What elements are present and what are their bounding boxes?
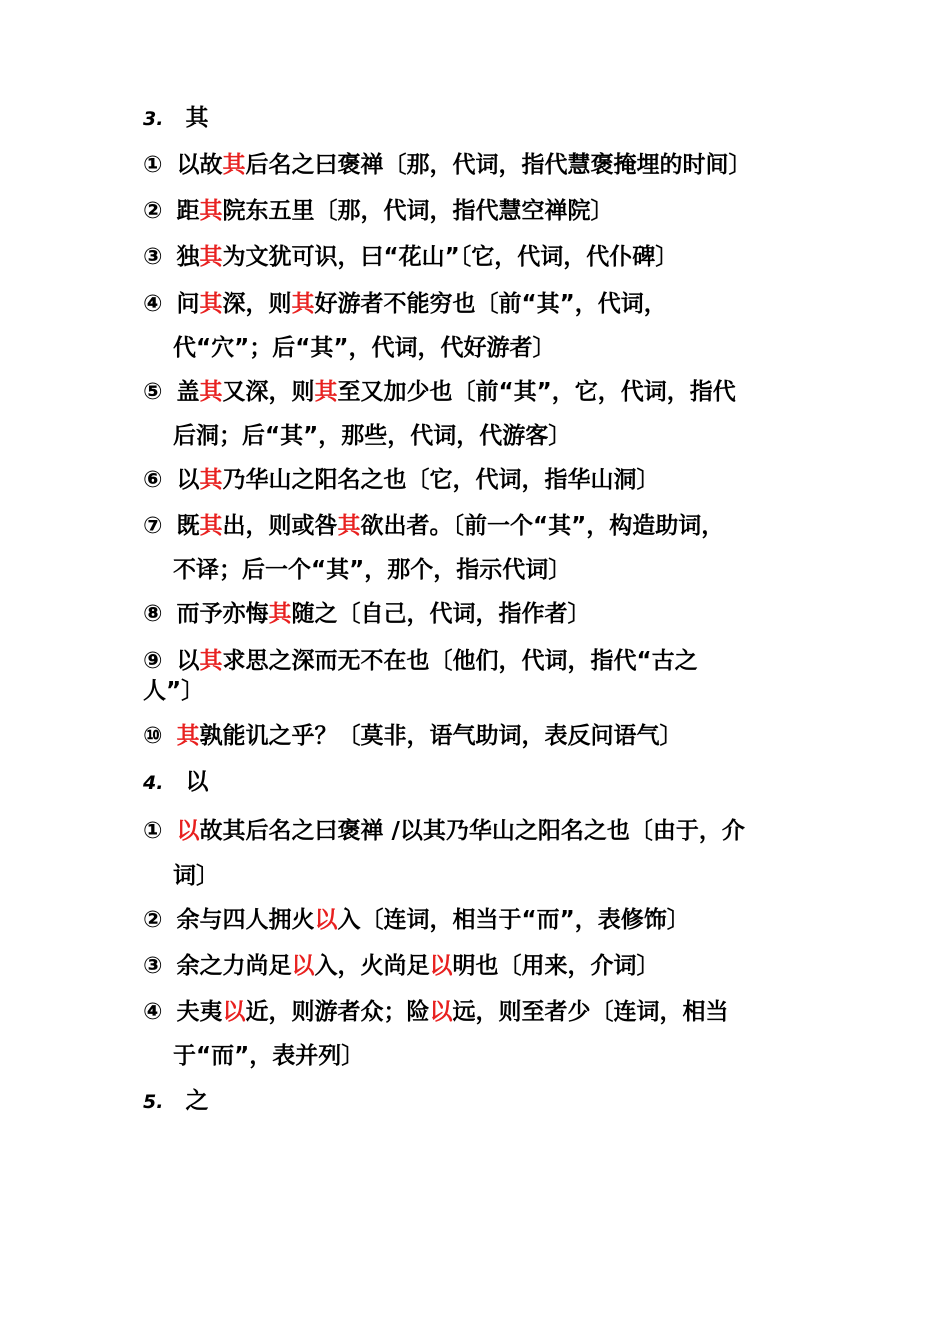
highlighted-char: 其	[199, 198, 223, 224]
highlighted-char: 以	[314, 907, 338, 933]
item-text: 欲出者。〔前一个“其”，构造助词，	[360, 513, 725, 539]
item-text: 孰能讥之乎？〔莫非，语气助词，表反问语气〕	[199, 723, 683, 749]
item-text: 后洞；后“其”，那些，代词，代游客〕	[173, 423, 572, 449]
item-text: 不译；后一个“其”，那个，指示代词〕	[173, 557, 572, 583]
item-text: 后名之曰褒禅〔那，代词，指代慧褒掩埋的时间〕	[245, 152, 752, 178]
highlighted-char: 以	[222, 999, 246, 1025]
item-marker: ⑧	[143, 601, 163, 627]
item-text: 入〔连词，相当于“而”，表修饰〕	[337, 907, 690, 933]
item-text: 盖	[176, 379, 200, 405]
item-marker: ⑨	[143, 648, 163, 674]
item-text: 至又加少也〔前“其”，它，代词，指代	[337, 379, 736, 405]
item-text: 求思之深而无不在也〔他们，代词，指代“古之	[222, 648, 698, 674]
item-text: 远，则至者少〔连词，相当	[452, 999, 729, 1025]
highlighted-char: 其	[337, 513, 361, 539]
highlighted-char: 其	[291, 291, 315, 317]
item-text: 乃华山之阳名之也〔它，代词，指华山洞〕	[222, 467, 660, 493]
item-text: 为文犹可识，曰“花山”〔它，代词，代仆碑〕	[222, 244, 679, 270]
item-marker: ④	[143, 999, 163, 1025]
highlighted-char: 其	[222, 152, 246, 178]
item-4-1-cont	[173, 861, 219, 891]
item-3-7	[143, 511, 724, 541]
item-marker: ①	[143, 818, 163, 844]
item-text: 夫夷	[176, 999, 223, 1025]
item-marker: ③	[143, 244, 163, 270]
item-text: 故其后名之曰褒禅 /以其乃华山之阳名之也〔由于，介	[199, 818, 745, 844]
item-text: 人”〕	[143, 678, 205, 704]
item-text: 余之力尚足	[176, 953, 292, 979]
item-text: 随之〔自己，代词，指作者〕	[291, 601, 591, 627]
item-text: 距	[176, 198, 200, 224]
item-4-4	[143, 997, 728, 1027]
item-3-1	[143, 150, 751, 180]
section-number: 4.	[143, 772, 164, 794]
section-heading-3	[143, 103, 208, 134]
highlighted-char: 其	[199, 467, 223, 493]
item-text: 深，则	[222, 291, 292, 317]
item-3-6	[143, 465, 659, 495]
item-text: 代“穴”；后“其”，代词，代好游者〕	[173, 335, 556, 361]
item-marker: ②	[143, 198, 163, 224]
item-text: 以	[176, 467, 200, 493]
item-text: 院东五里〔那，代词，指代慧空禅院〕	[222, 198, 614, 224]
section-char: 其	[185, 105, 209, 131]
item-marker: ⑤	[143, 379, 163, 405]
item-text: 出，则或咎	[222, 513, 338, 539]
section-char: 以	[185, 769, 209, 795]
item-3-8	[143, 599, 590, 629]
highlighted-char: 其	[199, 244, 223, 270]
item-3-4	[143, 289, 667, 319]
section-number: 5.	[143, 1091, 164, 1113]
item-text: 词〕	[173, 863, 219, 889]
item-marker: ⑦	[143, 513, 163, 539]
item-text: 于“而”，表并列〕	[173, 1043, 365, 1069]
item-marker: ②	[143, 907, 163, 933]
item-text: 以故	[176, 152, 223, 178]
item-text: 入，火尚足	[314, 953, 430, 979]
item-text: 既	[176, 513, 200, 539]
item-marker: ④	[143, 291, 163, 317]
highlighted-char: 其	[268, 601, 292, 627]
highlighted-char: 以	[176, 818, 200, 844]
item-marker: ①	[143, 152, 163, 178]
item-3-4-cont	[173, 333, 555, 363]
item-text: 而予亦悔	[176, 601, 269, 627]
item-text: 问	[176, 291, 200, 317]
item-3-5-cont	[173, 421, 571, 451]
item-4-2	[143, 905, 690, 935]
item-3-9-cont	[143, 676, 204, 706]
item-marker: ⑥	[143, 467, 163, 493]
item-3-3	[143, 242, 678, 272]
section-char: 之	[185, 1088, 209, 1114]
item-text: 又深，则	[222, 379, 315, 405]
item-3-10	[143, 721, 682, 751]
highlighted-char: 以	[429, 999, 453, 1025]
item-text: 明也〔用来，介词〕	[452, 953, 660, 979]
item-text: 以	[176, 648, 200, 674]
section-heading-4	[143, 767, 208, 798]
item-3-7-cont	[173, 555, 571, 585]
item-text: 余与四人拥火	[176, 907, 315, 933]
item-text: 独	[176, 244, 200, 270]
section-heading-5	[143, 1086, 208, 1117]
item-4-4-cont	[173, 1041, 364, 1071]
item-text: 好游者不能穷也〔前“其”，代词，	[314, 291, 667, 317]
highlighted-char: 其	[176, 723, 200, 749]
item-3-9	[143, 646, 698, 676]
item-3-2	[143, 196, 613, 226]
highlighted-char: 其	[199, 648, 223, 674]
highlighted-char: 其	[199, 379, 223, 405]
section-number: 3.	[143, 108, 164, 130]
item-marker: ⑩	[143, 723, 163, 749]
item-3-5	[143, 377, 736, 407]
item-4-3	[143, 951, 659, 981]
item-marker: ③	[143, 953, 163, 979]
item-4-1	[143, 816, 745, 846]
item-text: 近，则游者众；险	[245, 999, 430, 1025]
highlighted-char: 其	[199, 513, 223, 539]
highlighted-char: 以	[429, 953, 453, 979]
highlighted-char: 以	[291, 953, 315, 979]
highlighted-char: 其	[314, 379, 338, 405]
highlighted-char: 其	[199, 291, 223, 317]
